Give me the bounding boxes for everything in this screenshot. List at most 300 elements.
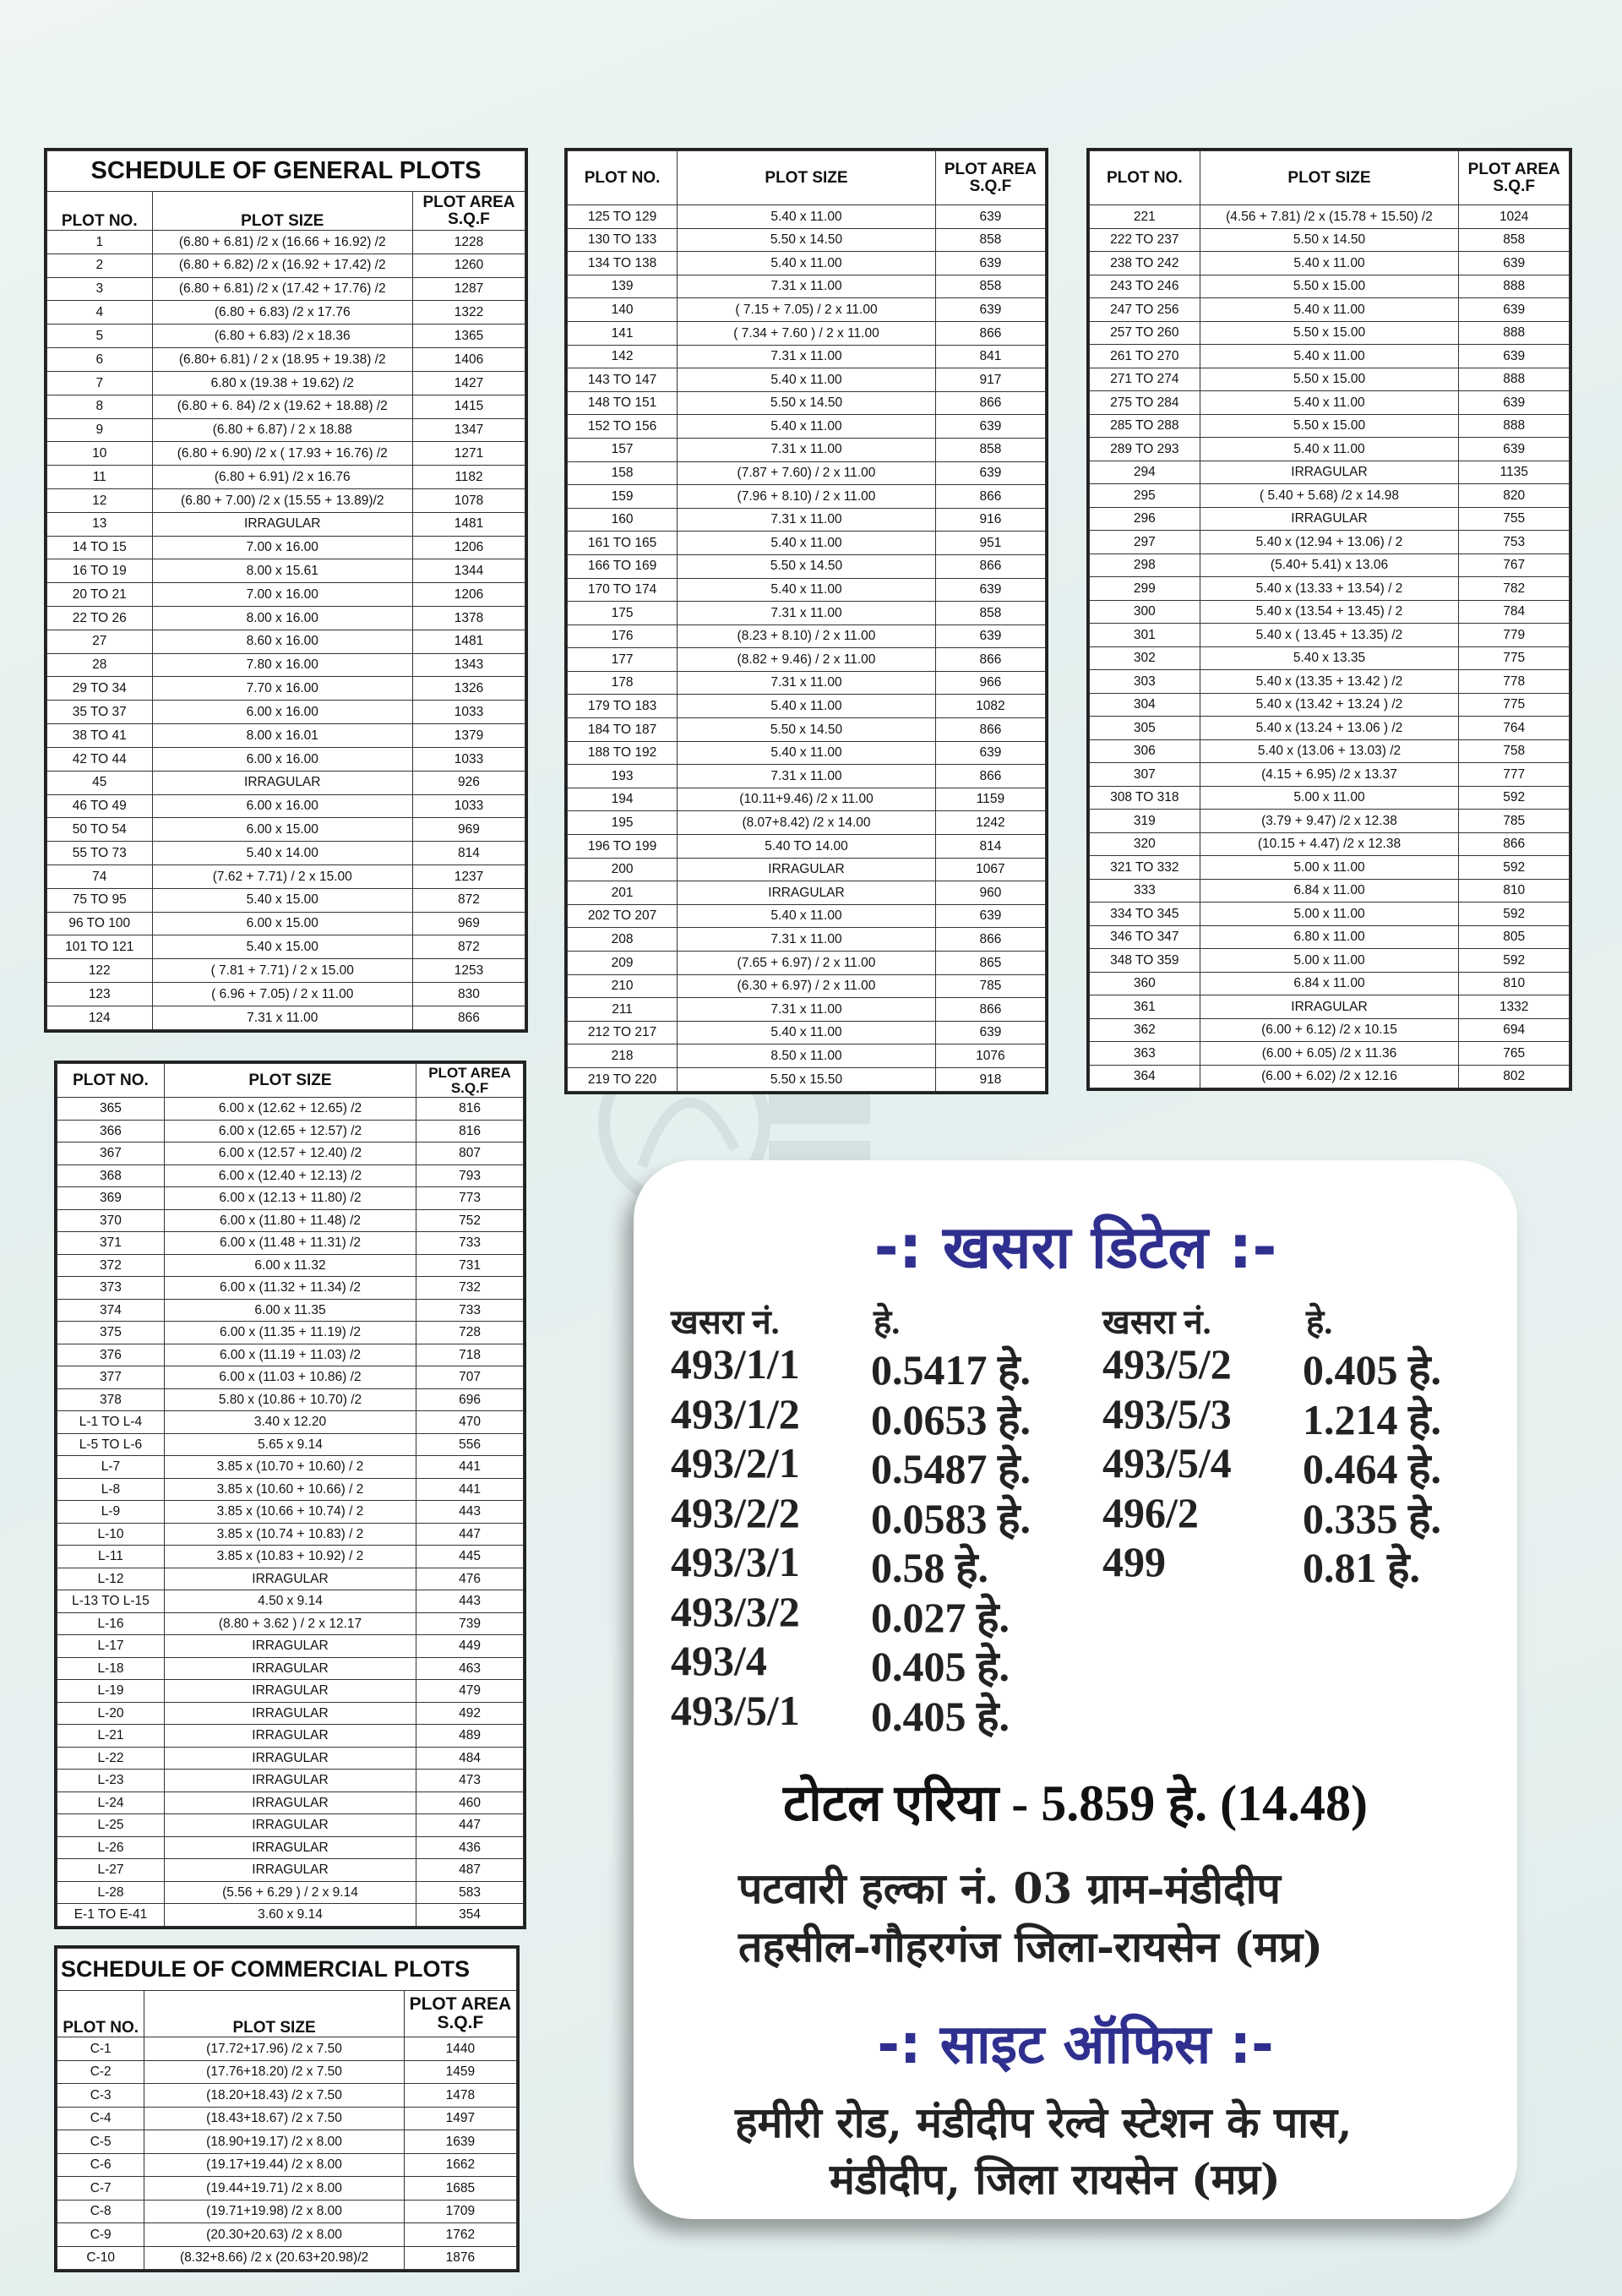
plot-no-cell: 298 [1090, 554, 1200, 577]
plot-size-cell: 5.40 x 11.00 [678, 1021, 936, 1044]
plot-size-cell: 8.00 x 16.00 [152, 607, 412, 630]
plot-area-cell: 1685 [404, 2177, 516, 2201]
plot-no-cell: 201 [568, 881, 678, 905]
total-area: टोटल एरिया - 5.859 हे. (14.48) [782, 1775, 1369, 1831]
table-row [1090, 275, 1570, 298]
table-row [57, 1187, 524, 1210]
plot-area-cell: 966 [935, 671, 1045, 695]
plot-no-cell: 303 [1090, 670, 1200, 694]
plot-area-cell: 866 [935, 998, 1045, 1022]
plot-area-cell: 773 [416, 1187, 524, 1210]
plot-size-cell: 5.00 x 11.00 [1200, 856, 1459, 880]
khasra-area: 0.5487 हे. [871, 1445, 1031, 1492]
plot-size-cell: (5.56 + 6.29 ) / 2 x 9.14 [164, 1881, 416, 1904]
table-row [57, 1143, 524, 1165]
plot-no-cell: L-13 TO L-15 [57, 1590, 165, 1613]
plot-no-cell: L-24 [57, 1792, 165, 1814]
plot-area-cell: 872 [412, 888, 525, 912]
plot-size-cell: 3.85 x (10.83 + 10.92) / 2 [164, 1546, 416, 1568]
plot-size-cell: 6.00 x (12.62 + 12.65) /2 [164, 1098, 416, 1121]
plot-no-cell: 368 [57, 1164, 165, 1187]
plot-size-cell: (18.20+18.43) /2 x 7.50 [144, 2084, 404, 2108]
plot-area-cell: 1332 [1459, 995, 1570, 1019]
table-row [57, 2177, 517, 2201]
plot-size-cell: 6.00 x (12.57 + 12.40) /2 [164, 1143, 416, 1165]
table-row [47, 842, 525, 865]
plot-no-cell: 1 [47, 231, 153, 254]
plot-area-cell: 732 [416, 1277, 524, 1300]
table-row [47, 864, 525, 888]
table-row [1090, 507, 1570, 531]
plot-no-cell: 11 [47, 466, 153, 489]
header-plot-no: PLOT NO. [1090, 151, 1200, 205]
plot-area-cell: 1459 [404, 2060, 516, 2084]
plot-no-cell: 159 [568, 485, 678, 509]
plot-no-cell: 3 [47, 277, 153, 301]
plot-area-cell: 731 [416, 1254, 524, 1277]
plot-size-cell: 6.00 x (12.40 + 12.13) /2 [164, 1164, 416, 1187]
plot-area-cell: 858 [935, 602, 1045, 625]
khasra-number: 493/2/1 [671, 1439, 800, 1486]
plot-no-cell: 9 [47, 418, 153, 442]
plot-area-cell: 1206 [412, 583, 525, 607]
plot-area-cell: 888 [1459, 275, 1570, 298]
plot-no-cell: 271 TO 274 [1090, 368, 1200, 391]
plot-area-cell: 639 [1459, 252, 1570, 275]
plot-no-cell: L-17 [57, 1635, 165, 1658]
plot-area-cell: 583 [416, 1881, 524, 1904]
plot-no-cell: 302 [1090, 646, 1200, 670]
plot-size-cell: (6.80 + 6.87) / 2 x 18.88 [152, 418, 412, 442]
table-row [568, 321, 1046, 345]
plot-size-cell: IRRAGULAR [1200, 461, 1459, 484]
table-row [568, 368, 1046, 392]
plot-no-cell: 158 [568, 461, 678, 485]
plot-size-cell: (4.56 + 7.81) /2 x (15.78 + 15.50) /2 [1200, 205, 1459, 229]
table-row [57, 1120, 524, 1143]
plot-area-cell: 866 [935, 928, 1045, 952]
table-row [47, 935, 525, 959]
table-row [1090, 461, 1570, 484]
khasra-area: 0.464 हे. [1303, 1445, 1442, 1492]
table-row [57, 1322, 524, 1344]
plot-size-cell: IRRAGULAR [164, 1725, 416, 1748]
plot-size-cell: 7.31 x 11.00 [678, 998, 936, 1022]
plot-size-cell: 5.40 x 15.00 [152, 888, 412, 912]
plot-no-cell: 373 [57, 1277, 165, 1300]
plot-no-cell: L-27 [57, 1859, 165, 1882]
plot-no-cell: L-28 [57, 1881, 165, 1904]
plot-area-cell: 779 [1459, 624, 1570, 647]
plot-area-cell: 479 [416, 1680, 524, 1703]
plot-no-cell: 275 TO 284 [1090, 391, 1200, 415]
plot-no-cell: 360 [1090, 972, 1200, 995]
plot-size-cell: IRRAGULAR [164, 1747, 416, 1770]
plot-size-cell: (8.07+8.42) /2 x 14.00 [678, 811, 936, 835]
table-row [568, 648, 1046, 672]
table-row [1090, 531, 1570, 554]
plot-no-cell: 28 [47, 653, 153, 677]
plot-area-cell: 1326 [412, 677, 525, 701]
table-row [568, 952, 1046, 975]
plot-size-cell: 6.84 x 11.00 [1200, 879, 1459, 903]
plot-no-cell: 304 [1090, 693, 1200, 717]
plot-area-cell: 1024 [1459, 205, 1570, 229]
table-row [1090, 554, 1570, 577]
khasra-number: 493/3/2 [671, 1587, 800, 1635]
table-row [47, 677, 525, 701]
plot-area-cell: 1378 [412, 607, 525, 630]
plot-area-cell: 866 [412, 1006, 525, 1029]
plot-no-cell: 295 [1090, 484, 1200, 508]
plot-size-cell: 8.00 x 15.61 [152, 559, 412, 583]
table-row [568, 765, 1046, 788]
plot-no-cell: 152 TO 156 [568, 415, 678, 439]
plot-no-cell: 12 [47, 488, 153, 512]
general-plots-table [44, 148, 528, 1033]
plot-area-cell: 764 [1459, 717, 1570, 740]
plot-area-cell: 1343 [412, 653, 525, 677]
plot-no-cell: C-3 [57, 2084, 144, 2108]
plot-area-cell: 728 [416, 1322, 524, 1344]
table-row [47, 888, 525, 912]
plot-area-cell: 639 [935, 624, 1045, 648]
plot-area-cell: 1481 [412, 512, 525, 536]
table-row [1090, 600, 1570, 624]
plots-table-right [1086, 148, 1572, 1091]
plot-size-cell: (4.15 + 6.95) /2 x 13.37 [1200, 763, 1459, 787]
plot-no-cell: 306 [1090, 739, 1200, 763]
table-row [57, 1814, 524, 1837]
table-row [568, 602, 1046, 625]
plot-no-cell: 194 [568, 788, 678, 811]
table-row [57, 1680, 524, 1703]
table-row [57, 2037, 517, 2061]
header-plot-no: PLOT NO. [47, 192, 153, 231]
plot-area-cell: 1287 [412, 277, 525, 301]
plot-size-cell: IRRAGULAR [678, 881, 936, 905]
plot-size-cell: 5.50 x 14.50 [1200, 228, 1459, 252]
plot-no-cell: 4 [47, 301, 153, 324]
table-row [568, 835, 1046, 859]
plot-no-cell: 334 TO 345 [1090, 903, 1200, 926]
plot-area-cell: 926 [412, 771, 525, 794]
plot-area-cell: 888 [1459, 368, 1570, 391]
plot-size-cell: 3.60 x 9.14 [164, 1904, 416, 1927]
plot-size-cell: IRRAGULAR [1200, 995, 1459, 1019]
table-row [47, 794, 525, 818]
plot-no-cell: 202 TO 207 [568, 904, 678, 928]
table-row [57, 1657, 524, 1680]
plot-no-cell: 361 [1090, 995, 1200, 1019]
plot-no-cell: 374 [57, 1299, 165, 1322]
plot-area-cell: 793 [416, 1164, 524, 1187]
plot-size-cell: 7.31 x 11.00 [678, 508, 936, 532]
plot-area-cell: 1379 [412, 724, 525, 748]
plot-area-cell: 639 [1459, 298, 1570, 322]
header-plot-size: PLOT SIZE [144, 1991, 404, 2037]
plot-size-cell: (6.80 + 6.81) /2 x (17.42 + 17.76) /2 [152, 277, 412, 301]
plot-no-cell: 308 TO 318 [1090, 786, 1200, 810]
plot-no-cell: L-5 TO L-6 [57, 1433, 165, 1456]
table-row [47, 488, 525, 512]
header-plot-size: PLOT SIZE [164, 1064, 416, 1098]
table-row [568, 1021, 1046, 1044]
plot-size-cell: 5.40 x 14.00 [152, 842, 412, 865]
plot-no-cell: 346 TO 347 [1090, 925, 1200, 949]
table-row [568, 532, 1046, 555]
plot-size-cell: (17.76+18.20) /2 x 7.50 [144, 2060, 404, 2084]
plot-area-cell: 785 [935, 974, 1045, 998]
plot-no-cell: 257 TO 260 [1090, 321, 1200, 345]
plot-area-cell: 476 [416, 1568, 524, 1590]
plot-size-cell: 5.40 x 11.00 [678, 415, 936, 439]
plot-no-cell: 8 [47, 395, 153, 418]
plot-area-cell: 1415 [412, 395, 525, 418]
plot-no-cell: 157 [568, 438, 678, 461]
plot-area-cell: 484 [416, 1747, 524, 1770]
plot-no-cell: L-8 [57, 1478, 165, 1501]
plot-size-cell: 5.50 x 14.50 [678, 391, 936, 415]
site-office-title: -: साइट ऑफिस :- [877, 2014, 1274, 2076]
plot-area-cell: 445 [416, 1546, 524, 1568]
plot-no-cell: 20 TO 21 [47, 583, 153, 607]
plot-no-cell: 378 [57, 1388, 165, 1411]
plot-size-cell: 6.00 x (11.32 + 11.34) /2 [164, 1277, 416, 1300]
plot-size-cell: 5.40 x (13.33 + 13.54) / 2 [1200, 577, 1459, 601]
plot-no-cell: 301 [1090, 624, 1200, 647]
plot-no-cell: 333 [1090, 879, 1200, 903]
header-plot-size: PLOT SIZE [152, 192, 412, 231]
table-row [568, 858, 1046, 881]
plot-area-cell: 916 [935, 508, 1045, 532]
plot-size-cell: (7.65 + 6.97) / 2 x 11.00 [678, 952, 936, 975]
table-row [57, 1433, 524, 1456]
plot-no-cell: L-7 [57, 1456, 165, 1479]
plot-area-cell: 782 [1459, 577, 1570, 601]
plot-area-cell: 866 [935, 391, 1045, 415]
plot-area-cell: 1078 [412, 488, 525, 512]
plot-no-cell: 362 [1090, 1018, 1200, 1042]
table-row [57, 1904, 524, 1927]
plot-no-cell: 285 TO 288 [1090, 414, 1200, 438]
plot-size-cell: 3.85 x (10.74 + 10.83) / 2 [164, 1523, 416, 1546]
table-row [57, 1725, 524, 1748]
plot-size-cell: 6.80 x (19.38 + 19.62) /2 [152, 371, 412, 395]
table-row [57, 1702, 524, 1725]
plot-area-cell: 1242 [935, 811, 1045, 835]
table-row [47, 466, 525, 489]
plot-no-cell: 141 [568, 321, 678, 345]
plot-size-cell: 7.31 x 11.00 [678, 928, 936, 952]
plot-area-cell: 639 [1459, 438, 1570, 461]
table-row [57, 1859, 524, 1882]
plot-area-cell: 592 [1459, 856, 1570, 880]
patwari-line-2: तहसील-गौहरगंज जिला-रायसेन (मप्र) [738, 1922, 1323, 1972]
plot-no-cell: C-1 [57, 2037, 144, 2061]
plot-size-cell: (6.80 + 6.82) /2 x (16.92 + 17.42) /2 [152, 254, 412, 277]
plot-size-cell: 5.40 x 11.00 [678, 205, 936, 229]
table-row [57, 1523, 524, 1546]
plot-size-cell: 5.80 x (10.86 + 10.70) /2 [164, 1388, 416, 1411]
plot-size-cell: 5.50 x 15.50 [678, 1067, 936, 1091]
plot-area-cell: 1228 [412, 231, 525, 254]
table-row [57, 1254, 524, 1277]
plot-no-cell: 161 TO 165 [568, 532, 678, 555]
hectare-header-left: हे. [874, 1303, 901, 1341]
plot-no-cell: 134 TO 138 [568, 252, 678, 275]
table-row [568, 974, 1046, 998]
plot-size-cell: IRRAGULAR [164, 1680, 416, 1703]
plot-area-cell: 473 [416, 1770, 524, 1792]
plot-size-cell: 5.40 x 13.35 [1200, 646, 1459, 670]
plot-no-cell: 75 TO 95 [47, 888, 153, 912]
plot-area-cell: 447 [416, 1523, 524, 1546]
plot-size-cell: 6.00 x (11.19 + 11.03) /2 [164, 1344, 416, 1366]
plot-no-cell: 13 [47, 512, 153, 536]
table-row [1090, 391, 1570, 415]
plot-no-cell: 170 TO 174 [568, 578, 678, 602]
header-plot-size: PLOT SIZE [678, 151, 936, 205]
plot-no-cell: 177 [568, 648, 678, 672]
khasra-area: 0.405 हे. [1303, 1346, 1442, 1393]
plot-no-cell: L-22 [57, 1747, 165, 1770]
table-row [1090, 646, 1570, 670]
plot-no-cell: 196 TO 199 [568, 835, 678, 859]
table-row [1090, 205, 1570, 229]
table-row [568, 881, 1046, 905]
plot-area-cell: 784 [1459, 600, 1570, 624]
plot-no-cell: L-26 [57, 1836, 165, 1859]
plot-no-cell: E-1 TO E-41 [57, 1904, 165, 1927]
plot-no-cell: 16 TO 19 [47, 559, 153, 583]
plot-area-cell: 866 [935, 485, 1045, 509]
plot-size-cell: (6.80 + 6.91) /2 x 16.76 [152, 466, 412, 489]
plot-area-cell: 1762 [404, 2223, 516, 2247]
plot-area-cell: 447 [416, 1814, 524, 1837]
plot-area-cell: 775 [1459, 646, 1570, 670]
plot-size-cell: (6.00 + 6.02) /2 x 12.16 [1200, 1065, 1459, 1088]
table-row [47, 371, 525, 395]
plot-no-cell: 243 TO 246 [1090, 275, 1200, 298]
table-row [47, 724, 525, 748]
plot-no-cell: 10 [47, 442, 153, 466]
plot-size-cell: 5.00 x 11.00 [1200, 903, 1459, 926]
khasra-number: 493/4 [671, 1637, 767, 1684]
address-line-2: मंडीदीप, जिला रायसेन (मप्र) [830, 2154, 1281, 2204]
plot-size-cell: 5.40 x 11.00 [1200, 298, 1459, 322]
table-row [568, 1067, 1046, 1091]
plot-area-cell: 1478 [404, 2084, 516, 2108]
table-row [1090, 925, 1570, 949]
table-row [568, 1044, 1046, 1068]
plot-no-cell: 366 [57, 1120, 165, 1143]
plot-size-cell: (17.72+17.96) /2 x 7.50 [144, 2037, 404, 2061]
plot-area-cell: 1406 [412, 348, 525, 372]
plot-size-cell: 6.00 x 11.32 [164, 1254, 416, 1277]
plot-size-cell: IRRAGULAR [164, 1836, 416, 1859]
plot-area-cell: 767 [1459, 554, 1570, 577]
table-row [568, 718, 1046, 742]
plot-size-cell: IRRAGULAR [152, 512, 412, 536]
table-row [1090, 856, 1570, 880]
plot-size-cell: 7.31 x 11.00 [678, 438, 936, 461]
khasra-number: 493/2/2 [671, 1488, 800, 1536]
plot-area-cell: 816 [416, 1098, 524, 1121]
plot-size-cell: 5.40 x 11.00 [678, 578, 936, 602]
table-row [47, 630, 525, 653]
table-row [1090, 414, 1570, 438]
plot-no-cell: 184 TO 187 [568, 718, 678, 742]
plot-size-cell: IRRAGULAR [152, 771, 412, 794]
table-row [1090, 763, 1570, 787]
plot-size-cell: (6.30 + 6.97) / 2 x 11.00 [678, 974, 936, 998]
table-row [1090, 832, 1570, 856]
plot-size-cell: (6.80 + 6.90) /2 x ( 17.93 + 16.76) /2 [152, 442, 412, 466]
table-row [57, 1456, 524, 1479]
plot-no-cell: 371 [57, 1232, 165, 1255]
hectare-header-right: हे. [1306, 1303, 1333, 1341]
plot-no-cell: 305 [1090, 717, 1200, 740]
plot-size-cell: IRRAGULAR [164, 1814, 416, 1837]
khasra-number: 493/1/2 [671, 1389, 800, 1437]
plot-area-cell: 1182 [412, 466, 525, 489]
table-row [57, 1770, 524, 1792]
plot-no-cell: 238 TO 242 [1090, 252, 1200, 275]
table-row [47, 959, 525, 983]
header-plot-size: PLOT SIZE [1200, 151, 1459, 205]
plot-size-cell: 7.00 x 16.00 [152, 536, 412, 559]
plot-area-cell: 639 [935, 578, 1045, 602]
plot-no-cell: 210 [568, 974, 678, 998]
plot-size-cell: 6.00 x (11.03 + 10.86) /2 [164, 1366, 416, 1389]
table-row [568, 485, 1046, 509]
khasra-number: 493/5/2 [1102, 1340, 1232, 1388]
table-row [47, 254, 525, 277]
plot-size-cell: 5.50 x 14.50 [678, 228, 936, 252]
plot-no-cell: 372 [57, 1254, 165, 1277]
plot-size-cell: 3.85 x (10.66 + 10.74) / 2 [164, 1501, 416, 1524]
plot-area-cell: 592 [1459, 786, 1570, 810]
khasra-area: 0.0583 हे. [871, 1494, 1031, 1542]
table-row [568, 438, 1046, 461]
plot-no-cell: 160 [568, 508, 678, 532]
table-row [568, 275, 1046, 298]
plot-area-cell: 639 [1459, 391, 1570, 415]
plot-area-cell: 969 [412, 912, 525, 935]
plot-size-cell: 5.50 x 14.50 [678, 554, 936, 578]
table-row [47, 1006, 525, 1029]
table-row [1090, 368, 1570, 391]
table-row [47, 418, 525, 442]
plot-no-cell: 178 [568, 671, 678, 695]
plot-area-cell: 449 [416, 1635, 524, 1658]
plot-size-cell: ( 7.81 + 7.71) / 2 x 15.00 [152, 959, 412, 983]
plot-area-cell: 951 [935, 532, 1045, 555]
plot-no-cell: 45 [47, 771, 153, 794]
table-row [1090, 739, 1570, 763]
plot-area-cell: 888 [1459, 414, 1570, 438]
plot-size-cell: ( 7.15 + 7.05) / 2 x 11.00 [678, 298, 936, 322]
table-row [1090, 693, 1570, 717]
khasra-number: 493/3/1 [671, 1538, 800, 1585]
plot-area-cell: 872 [412, 935, 525, 959]
plot-size-cell: IRRAGULAR [164, 1792, 416, 1814]
table-row [47, 912, 525, 935]
plot-area-cell: 639 [935, 415, 1045, 439]
khasra-area: 0.027 हे. [871, 1593, 1010, 1641]
plot-area-cell: 639 [935, 205, 1045, 229]
